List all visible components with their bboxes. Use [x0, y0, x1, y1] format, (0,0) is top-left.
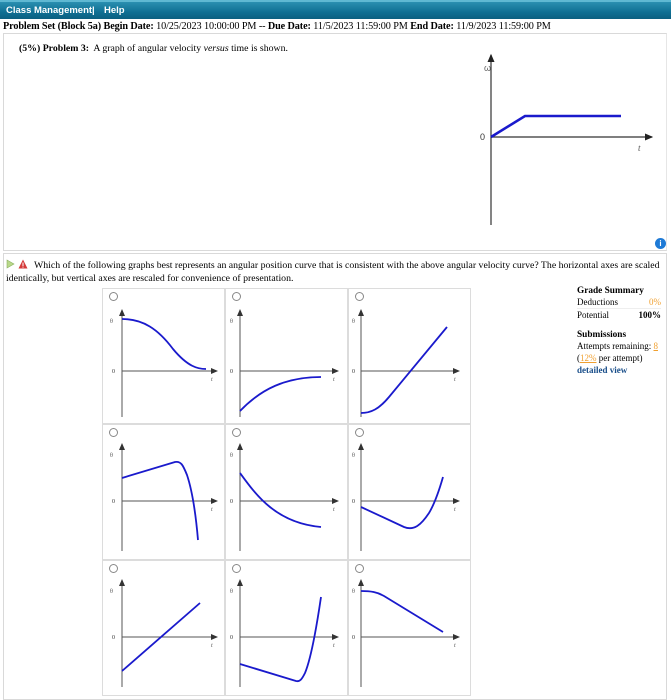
option-8[interactable]	[225, 560, 348, 696]
option-7[interactable]	[102, 560, 225, 696]
problem-label: Problem 3:	[42, 43, 90, 54]
grade-summary-title: Grade Summary	[577, 286, 644, 296]
deductions-value: 0%	[649, 297, 661, 307]
option-8-graph	[226, 561, 349, 697]
attempts-value: 8	[653, 341, 658, 351]
submissions-title: Submissions	[577, 330, 627, 340]
svg-text:0: 0	[230, 635, 233, 641]
per-attempt-open: (	[577, 353, 580, 363]
zero-label: 0	[480, 132, 486, 142]
per-attempt-text: per attempt)	[596, 353, 643, 363]
begin-label: Begin Date:	[103, 21, 154, 32]
svg-text:θ: θ	[352, 589, 355, 595]
warning-icon	[18, 259, 28, 269]
question-text: Which of the following graphs best represents an angular position curve that is consistent with the above angular velocity curve? The horizontal axes are scaled identically, but vertical axes are rescaled for convenience of presentation.	[6, 260, 660, 284]
svg-text:t: t	[454, 377, 456, 383]
option-3-graph	[349, 289, 472, 425]
attempts-label: Attempts remaining:	[577, 341, 652, 351]
potential-value: 100%	[638, 310, 661, 320]
option-5-graph	[226, 425, 349, 561]
svg-text:θ: θ	[110, 589, 113, 595]
svg-text:0: 0	[352, 499, 355, 505]
end-date: 11/9/2023 11:59:00 PM	[456, 21, 551, 32]
nav-separator: |	[92, 5, 95, 16]
option-7-graph	[103, 561, 226, 697]
svg-text:t: t	[211, 507, 213, 513]
nav-help[interactable]: Help	[104, 5, 125, 16]
option-4[interactable]	[102, 424, 225, 560]
hint-arrow-icon[interactable]	[6, 259, 16, 269]
option-6[interactable]	[348, 424, 471, 560]
y-axis-label: ω	[484, 63, 492, 73]
option-9[interactable]	[348, 560, 471, 696]
svg-text:0: 0	[112, 369, 115, 375]
set-name: Problem Set (Block 5a)	[3, 21, 102, 32]
info-icon[interactable]: i	[655, 238, 666, 249]
svg-text:t: t	[211, 643, 213, 649]
svg-text:t: t	[333, 377, 335, 383]
svg-text:0: 0	[112, 635, 115, 641]
deductions-label: Deductions	[577, 297, 618, 307]
problem-text: A graph of angular velocity	[93, 43, 204, 54]
option-1-graph	[103, 289, 226, 425]
option-2[interactable]	[225, 288, 348, 424]
svg-text:t: t	[211, 377, 213, 383]
svg-text:0: 0	[112, 499, 115, 505]
angular-velocity-graph	[470, 50, 660, 230]
per-attempt-value: 12%	[580, 353, 597, 363]
svg-text:t: t	[454, 507, 456, 513]
option-9-graph	[349, 561, 472, 697]
option-5[interactable]	[225, 424, 348, 560]
due-label: Due Date:	[267, 21, 311, 32]
problem-text-end: time is shown.	[228, 43, 288, 54]
due-date: 11/5/2023 11:59:00 PM	[313, 21, 408, 32]
svg-text:0: 0	[230, 499, 233, 505]
question-text-block	[6, 259, 662, 285]
svg-text:θ: θ	[110, 453, 113, 459]
svg-text:0: 0	[352, 369, 355, 375]
svg-text:θ: θ	[352, 319, 355, 325]
option-1[interactable]	[102, 288, 225, 424]
detailed-view-link[interactable]: detailed view	[577, 365, 628, 375]
svg-text:θ: θ	[230, 589, 233, 595]
problem-weight: (5%)	[19, 43, 41, 54]
svg-text:t: t	[454, 643, 456, 649]
option-4-graph	[103, 425, 226, 561]
svg-text:t: t	[333, 507, 335, 513]
svg-text:0: 0	[230, 369, 233, 375]
option-3[interactable]	[348, 288, 471, 424]
problem-statement	[19, 43, 288, 54]
problem-set-dates	[3, 21, 551, 32]
begin-date: 10/25/2023 10:00:00 PM	[156, 21, 257, 32]
svg-text:θ: θ	[352, 453, 355, 459]
svg-text:θ: θ	[110, 319, 113, 325]
date-sep: --	[258, 21, 266, 32]
top-nav-bar	[0, 0, 671, 19]
problem-text-italic: versus	[203, 43, 229, 54]
end-label: End Date:	[410, 21, 454, 32]
svg-text:θ: θ	[230, 453, 233, 459]
svg-text:t: t	[333, 643, 335, 649]
svg-text:θ: θ	[230, 319, 233, 325]
potential-label: Potential	[577, 310, 609, 320]
answer-options-grid	[102, 288, 472, 698]
svg-text:0: 0	[352, 635, 355, 641]
option-6-graph	[349, 425, 472, 561]
option-2-graph	[226, 289, 349, 425]
nav-class-management[interactable]: Class Management	[6, 5, 93, 16]
grade-summary-panel	[577, 286, 661, 376]
x-axis-label: t	[638, 143, 641, 153]
